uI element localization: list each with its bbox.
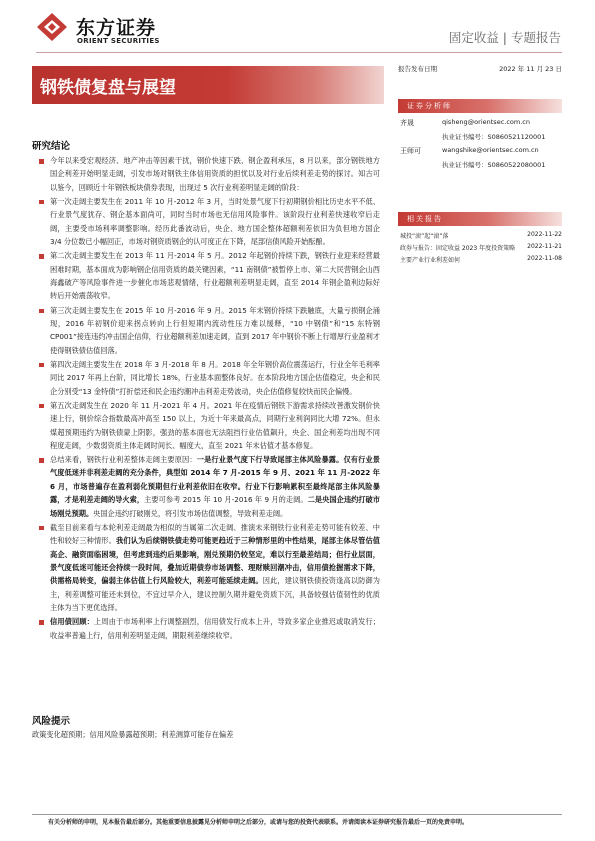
bullet-marker-icon [39, 363, 44, 368]
conclusion-heading: 研究结论 [32, 141, 71, 152]
related-report-date: 2022-11-22 [527, 231, 562, 238]
orient-securities-logo-icon [36, 12, 68, 42]
bullet-text: 今年以来受宏观经济、地产冲击等因素干扰，钢价快速下跌、钢企盈利承压，8 月以来，部分钢铁地方国企利差开始明显走阔，引发市场对钢铁主体信用资质的担忧以及对行业后续利差走势的探讨。知古可以鉴今，回顾近十年钢铁板块债券表现，出现过 5 次行业利差明显走阔的阶段： [50, 156, 380, 192]
report-date-value: 2022 年 11 月 23 日 [499, 65, 562, 73]
report-type-label: 固定收益 | 专题报告 [448, 30, 561, 45]
risk-heading: 风险提示 [32, 716, 71, 727]
conclusion-bullet [38, 521, 380, 615]
report-title: 钢铁债复盘与展望 [40, 78, 176, 98]
conclusion-bullet [38, 358, 380, 398]
conclusion-bullet [38, 304, 380, 358]
risk-text: 政策变化超预期；信用风险暴露超预期；利差测算可能存在偏差 [32, 730, 234, 739]
analyst-cert: 执业证书编号：S0860522080001 [442, 161, 546, 169]
title-banner [32, 66, 384, 104]
related-report-date: 2022-11-21 [527, 243, 562, 250]
analyst-email[interactable]: wangshike@orientsec.com.cn [442, 146, 539, 154]
brand-name-en: ORIENT SECURITIES [77, 37, 160, 45]
analyst-name: 王师可 [400, 147, 421, 155]
conclusion-bullet [38, 399, 380, 453]
analyst-name: 齐晟 [400, 119, 414, 127]
analysts-heading [398, 99, 562, 113]
header-divider [36, 52, 562, 53]
bullet-text: 第一次走阔主要发生在 2011 年 10 月-2012 年 3 月，当时处景气度下行初期钢价相比历史水平不低、行业景气度犹存、钢企基本面尚可，同时当时市场也无信用风险事件。该阶段行业利差快速收窄后走阔，主要受市场利率调整影响。经历此番波动后，央企、地方国企整体超额利差依旧为负但地方国企 3/4 分位数已小幅回正，市场对钢资质钢企的认可度正在下降，尾部信债风险开始酝酿。 [50, 196, 380, 247]
bullet-marker-icon [39, 404, 44, 409]
bullet-marker-icon [39, 309, 44, 314]
footer-divider [32, 814, 562, 815]
conclusion-bullet [38, 154, 380, 194]
footer-disclaimer: 有关分析师的申明，见本报告最后部分。其他重要信息披露见分析师申明之后部分，或请与您的投资代表联系。并请阅读本证券研究报告最后一页的免责申明。 [48, 819, 469, 826]
bullet-marker-icon [39, 254, 44, 259]
related-reports-heading-label: 相关报告 [407, 215, 443, 223]
conclusion-bullet [38, 249, 380, 303]
conclusion-bullet [38, 615, 380, 642]
bullet-text: 第三次走阔主要发生在 2015 年 10 月-2016 年 9 月。2015 年末钢价持续下跌触底，大量亏损钢企涌现，2016 年初钢价迎来拐点转向上行但短期内流动性压力难以缓释，“10 中钢债”和“15 东特钢 CP001”接连违约冲击国企信仰，行业超额利差加速走阔，直到 2017 年中钢价不断上行增厚行业盈利才使得钢铁债估值回落。 [50, 305, 380, 355]
brand-name-cn: 东方证券 [76, 17, 157, 39]
related-report-title[interactable]: 主要产业行业利差如何 [400, 257, 461, 264]
bullet-text: 第五次走阔发生在 2020 年 11 月-2021 年 4 月。2021 年在疫情后钢铁下游需求持续改善激发钢价快速上行，钢价综合指数最高冲高至 150 以上，为近十年来最高点，同期行业利润同比大增 72%。但永煤超预期违约为钢铁债蒙上阴影，强劲的基本面也无法阻挡行业估值飙升，央企、国企利差均出现不同程度走阔，少数弱资质主体走阔时间长、幅度大，直至 2021 年末估值才基本修复。 [50, 400, 380, 450]
bullet-text: 截至目前来看与本轮利差走阔最为相似的当属第二次走阔、推演未来钢铁行业利差走势可能有较差、中性和较好三种情形。我们认为后续钢铁债走势可能更趋近于三种情形里的中性结果，尾部主体尽管估值高企、融资面临困境，但考虑到违约后果影响，刚兑预期仍较坚定，难以行至最差结局；但行业层面，景气度低迷可能还会持续一段时间，叠加近期债券市场调整、理财赎回潮冲击，信用债抢握需求下降，供需格局转变，偏弱主体估值上行风险较大，利差可能延续走阔。因此，建议钢铁债投资逢高以防御为主，利差调整可能还未到位，不宜过早介入，建议控制久期并避免资质下沉，具备较强估值韧性的优质主体为当下更优选择。 [50, 522, 380, 613]
bullet-marker-icon [39, 458, 44, 463]
analyst-cert: 执业证书编号：S0860521120001 [442, 133, 546, 141]
bullet-text: 信用债回顾：上周由于市场利率上行调整剧烈，信用债发行成本上升，导致多家企业推迟或取消发行；收益率普遍上行，信用利差明显走阔，期限利差继续收窄。 [50, 617, 380, 640]
bullet-text: 第二次走阔主要发生在 2013 年 11 月-2014 年 5 月。2012 年起钢价持续下跌，钢铁行业迎来经营最困难时期，基本面成为影响钢企信用资质的最关键因素，“11 南钢债”被暂停上市、第二大民营钢企山西海鑫破产等风险事件进一步催化市场悲观情绪，行业超额利差明显走阔，直至 2014 年钢企盈利边际好转后开始震荡收窄。 [50, 251, 380, 301]
related-report-date: 2022-11-08 [527, 255, 562, 262]
related-report-title[interactable]: 政券与报告：固定收益 2023 年度投资策略 [400, 245, 516, 252]
report-date-label: 报告发布日期 [398, 65, 437, 73]
bullet-text: 总结来看，钢铁行业利差整体走阔主要原因：一是行业景气度下行导致尾部主体风险暴露。仅有行业景气度低迷并非利差走阔的充分条件，典型如 2014 年 7 月-2015 年 9 月、2021 年 11 月-2022 年 6 月，市场普遍存在盈利弱化预期但行业利差依旧在收窄。行业下行影响累积至最终尾部主体风险暴露，才是利差走阔的导火索，主要可参考 2015 年 10 月-2016 年 9 月的走阔。二是央国企违约打破市场刚兑预期。央国企违约打破刚兑，将引发市场估值调整，导致利差走阔。 [50, 455, 380, 518]
bullet-marker-icon [39, 620, 44, 625]
page-header [0, 0, 595, 52]
bullet-text: 第四次走阔主要发生在 2018 年 3 月-2018 年 8 月。2018 年全年钢价高位震荡运行，行业全年毛利率同比 2017 年再上台阶，同比增长 18%，行业基本面整体良好。在本阶段地方国企估值稳定，央企和民企分别受“13 金特债”打折偿还和民企违约潮冲击利差走势波动，央企估值修复较快而民企偏慢。 [50, 359, 380, 396]
analyst-email[interactable]: qisheng@orientsec.com.cn [442, 118, 530, 126]
bullet-marker-icon [39, 159, 44, 164]
bullet-marker-icon [39, 526, 44, 531]
conclusion-bullet-list [38, 154, 380, 643]
related-reports-heading [398, 212, 562, 226]
conclusion-bullet [38, 453, 380, 520]
bullet-marker-icon [39, 200, 44, 205]
conclusion-bullet [38, 195, 380, 249]
analysts-heading-label: 证券分析师 [407, 102, 452, 110]
related-report-title[interactable]: 城投“滚”起“滚”落 [400, 233, 449, 240]
